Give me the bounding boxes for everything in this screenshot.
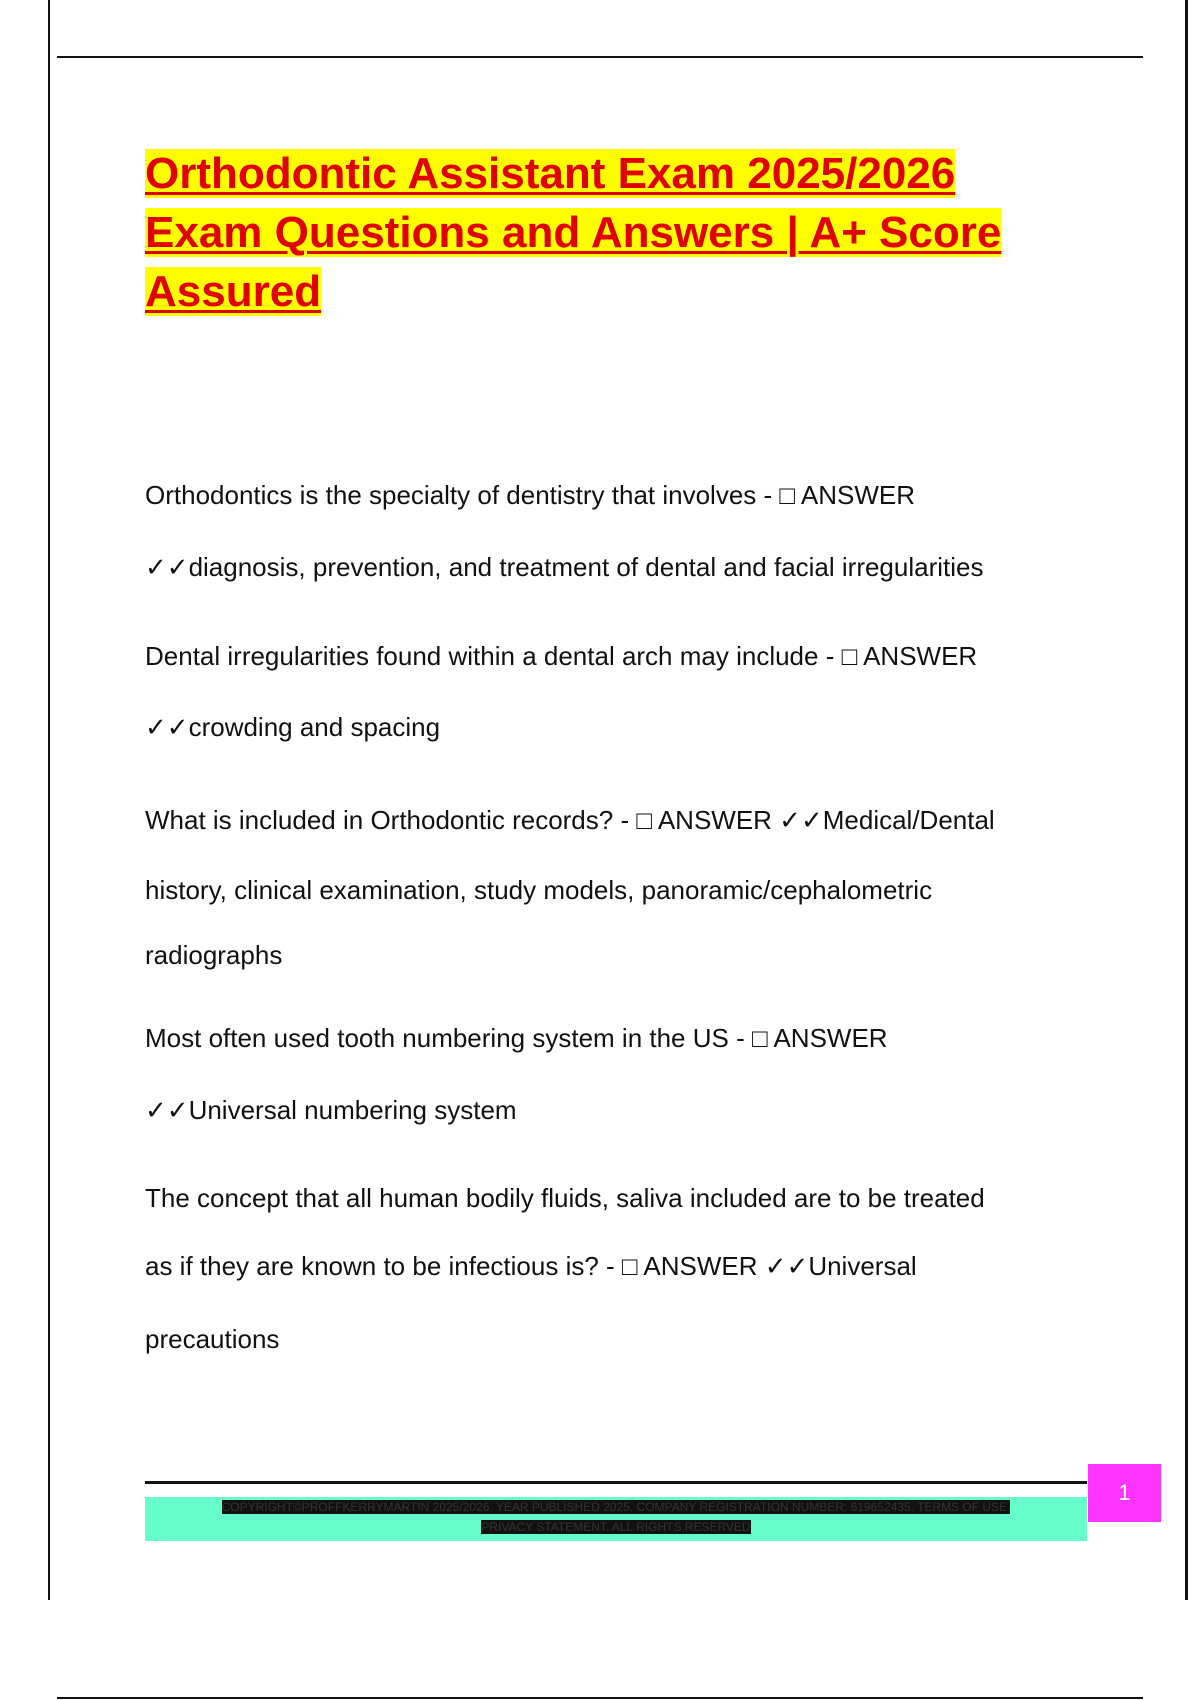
copyright-footer xyxy=(145,1497,1087,1541)
page-border-left xyxy=(48,0,50,1600)
qa-question: The concept that all human bodily fluids, saliva included are to be treated xyxy=(145,1183,985,1213)
qa-answer: as if they are known to be infectious is? - □ ANSWER ✓✓Universal xyxy=(145,1251,917,1281)
copyright-line-2: PRIVACY STATEMENT. ALL RIGHTS RESERVED xyxy=(481,1520,751,1534)
page-number-badge: 1 xyxy=(1088,1464,1161,1522)
title-line-3: Assured xyxy=(145,267,322,316)
footer-rule xyxy=(145,1481,1087,1484)
qa-answer: precautions xyxy=(145,1324,280,1354)
header-rule xyxy=(57,56,1143,58)
qa-answer: ✓✓diagnosis, prevention, and treatment of dental and facial irregularities xyxy=(145,552,984,582)
title-line-1: Orthodontic Assistant Exam 2025/2026 xyxy=(145,149,956,198)
qa-question: Most often used tooth numbering system in the US - □ ANSWER xyxy=(145,1023,888,1053)
title-line-2: Exam Questions and Answers | A+ Score xyxy=(145,208,1002,257)
qa-question: Dental irregularities found within a dental arch may include - □ ANSWER xyxy=(145,641,978,671)
qa-answer: radiographs xyxy=(145,940,283,970)
qa-answer: history, clinical examination, study models, panoramic/cephalometric xyxy=(145,875,933,905)
qa-question: What is included in Orthodontic records? - □ ANSWER ✓✓Medical/Dental xyxy=(145,805,995,835)
document-title xyxy=(145,144,1095,321)
qa-answer: ✓✓Universal numbering system xyxy=(145,1095,517,1125)
qa-question: Orthodontics is the specialty of dentistry that involves - □ ANSWER xyxy=(145,480,916,510)
copyright-line-1: COPYRIGHT©PROFFKERRYMARTIN 2025/2026. YEAR PUBLISHED 2025. COMPANY REGISTRATION NUMBER: 619652435. TERMS OF USE. xyxy=(221,1500,1011,1514)
page-border-right xyxy=(1185,0,1188,1600)
next-page-rule xyxy=(57,1697,1143,1699)
qa-answer: ✓✓crowding and spacing xyxy=(145,712,441,742)
